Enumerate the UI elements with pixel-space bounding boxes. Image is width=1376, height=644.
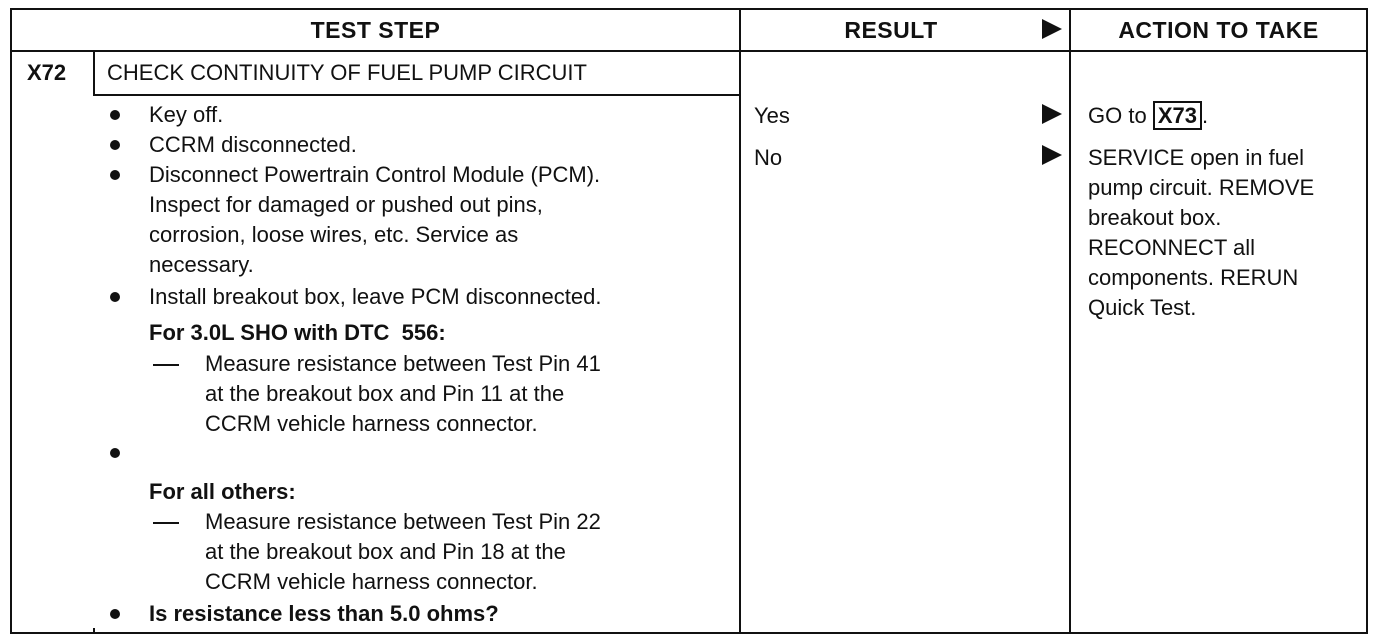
sho-measure-line-2: at the breakout box and Pin 11 at the (205, 381, 565, 406)
dash-icon (153, 364, 179, 366)
action-no-line-3: breakout box. (1088, 205, 1222, 230)
bullet-icon (110, 140, 120, 150)
bullet-disconnect-pcm-line-3: corrosion, loose wires, etc. Service as (149, 222, 519, 247)
step-title: CHECK CONTINUITY OF FUEL PUMP CIRCUIT (107, 60, 587, 85)
bullet-disconnect-pcm-line-2: Inspect for damaged or pushed out pins, (149, 192, 543, 217)
result-no: No (754, 145, 783, 170)
sho-heading: For 3.0L SHO with DTC 556: (149, 320, 446, 345)
bullet-install-breakout-box: Install breakout box, leave PCM disconnected. (149, 284, 602, 309)
bullet-icon (110, 609, 120, 619)
others-measure-line-3: CCRM vehicle harness connector. (205, 569, 538, 594)
action-no-line-5: components. RERUN (1088, 265, 1299, 290)
bullet-disconnect-pcm-line-1: Disconnect Powertrain Control Module (PCM). (149, 162, 601, 187)
table-bottom-border (10, 632, 1368, 634)
action-yes-suffix: . (1201, 103, 1209, 128)
sho-measure-line-1: Measure resistance between Test Pin 41 (205, 351, 601, 376)
header-action-to-take: ACTION TO TAKE (1118, 17, 1319, 43)
bullet-ccrm-disconnected: CCRM disconnected. (149, 132, 357, 157)
action-yes (1088, 101, 1208, 131)
id-column-divider (93, 50, 95, 96)
step-id: X72 (27, 60, 67, 85)
table-top-border (10, 8, 1368, 10)
bullet-disconnect-pcm-line-4: necessary. (149, 252, 254, 277)
others-measure-line-1: Measure resistance between Test Pin 22 (205, 509, 601, 534)
step-reference-x73: X73 (1153, 101, 1202, 130)
result-column-divider (1069, 8, 1071, 634)
sho-measure-line-3: CCRM vehicle harness connector. (205, 411, 538, 436)
bullet-icon (110, 170, 120, 180)
resistance-question: Is resistance less than 5.0 ohms? (149, 601, 499, 626)
test-step-column-divider (739, 8, 741, 634)
bullet-icon (110, 292, 120, 302)
table-right-border (1366, 8, 1368, 634)
id-column-divider-bottom (93, 628, 95, 634)
result-yes: Yes (754, 103, 790, 128)
header-bottom-border (10, 50, 1368, 52)
bullet-key-off: Key off. (149, 102, 224, 127)
result-no-arrow-icon (1042, 145, 1062, 165)
bullet-icon (110, 110, 120, 120)
step-title-bottom-border (95, 94, 741, 96)
header-arrow-icon (1042, 19, 1062, 39)
others-heading: For all others: (149, 479, 296, 504)
header-result: RESULT (844, 17, 938, 43)
dash-icon (153, 522, 179, 524)
action-no-line-4: RECONNECT all (1088, 235, 1256, 260)
others-measure-line-2: at the breakout box and Pin 18 at the (205, 539, 566, 564)
action-no-line-2: pump circuit. REMOVE (1088, 175, 1315, 200)
action-no-line-1: SERVICE open in fuel (1088, 145, 1305, 170)
table-left-border (10, 8, 12, 634)
result-yes-arrow-icon (1042, 104, 1062, 124)
bullet-icon (110, 448, 120, 458)
header-test-step: TEST STEP (310, 17, 441, 43)
action-no-line-6: Quick Test. (1088, 295, 1197, 320)
action-yes-prefix: GO to (1088, 103, 1147, 128)
